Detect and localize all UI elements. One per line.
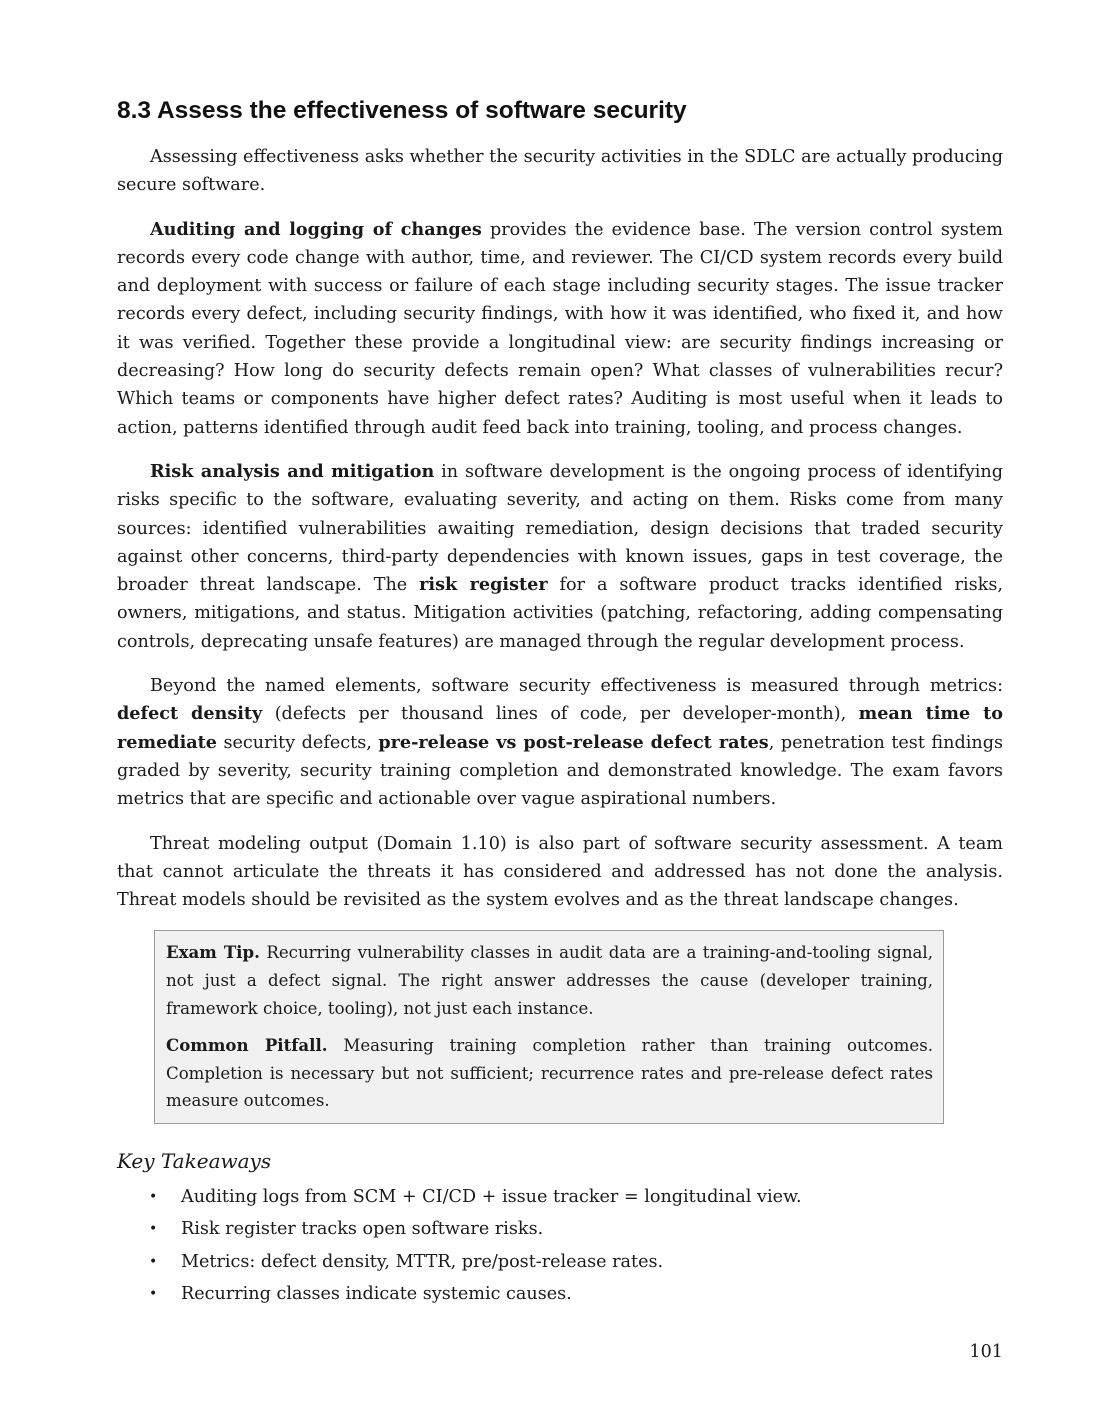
page-content: [117, 96, 1003, 1311]
term-defect-density: defect density: [117, 703, 263, 725]
bullet-icon: •: [149, 1286, 158, 1303]
bullet-icon: •: [149, 1188, 158, 1205]
common-pitfall-label: Common Pitfall.: [166, 1035, 328, 1056]
paragraph-auditing: [117, 216, 1003, 442]
list-item: [117, 1278, 1003, 1311]
list-item-text: Auditing logs from SCM + CI/CD + issue tracker = longitudinal view.: [181, 1186, 802, 1207]
list-item-text: Recurring classes indicate systemic causes.: [181, 1284, 572, 1305]
paragraph-risk: [117, 458, 1003, 656]
exam-tip-text: Recurring vulnerability classes in audit data are a training-and-tooling signal, not just a defect signal. The right answer addresses the cause (developer training, framework choice, tooling), not just each instance.: [166, 943, 933, 1018]
list-item-text: Risk register tracks open software risks.: [181, 1219, 544, 1240]
term-auditing: Auditing and logging of changes: [150, 218, 482, 240]
paragraph-auditing-text: provides the evidence base. The version control system records every code change with author, time, and reviewer. The CI/CD system records every build and deployment with success or failure of each stage including security stages. The issue tracker records every defect, including security findings, with how it was identified, who fixed it, and how it was verified. Together these provide a longitudinal view: are security findings increasing or decreasing? How long do security defects remain open? What classes of vulnerabilities recur? Which teams or components have higher defect rates? Auditing is most useful when it leads to action, patterns identified through audit feed back into training, tooling, and process changes.: [117, 219, 1003, 438]
paragraph-risk-text-1: in software development is the ongoing process of identifying risks specific to the software, evaluating severity, and acting on them. Risks come from many sources: identified vulnerabilities awaiting remediation, design decisions that traded security against other concerns, third-party dependencies with known issues, gaps in test coverage, the broader threat landscape. The: [117, 461, 1003, 596]
list-item: [117, 1246, 1003, 1279]
paragraph-metrics-text-1: Beyond the named elements, software security effectiveness is measured through metrics:: [150, 676, 1003, 697]
key-takeaways-title: Key Takeaways: [117, 1148, 272, 1173]
term-risk-register: risk register: [419, 574, 548, 596]
exam-tip-label: Exam Tip.: [166, 942, 260, 963]
page-number: 101: [969, 1342, 1003, 1362]
paragraph-metrics-text-4: , penetration test findings graded by severity, security training completion and demonstrated knowledge. The exam favors metrics that are specific and actionable over vague aspirational numbers.: [117, 732, 1003, 810]
paragraph-metrics: [117, 672, 1003, 813]
bullet-icon: •: [149, 1221, 158, 1238]
section-title: 8.3 Assess the effectiveness of software security: [117, 97, 687, 124]
term-mttr: mean time to remediate: [117, 703, 1004, 753]
paragraph-metrics-text-2: (defects per thousand lines of code, per developer-month),: [262, 704, 859, 725]
bullet-icon: •: [149, 1253, 158, 1270]
term-risk-analysis: Risk analysis and mitigation: [150, 460, 435, 482]
term-defect-rates: pre-release vs post-release defect rates: [378, 731, 769, 753]
exam-tip: [166, 939, 933, 1022]
key-takeaways-list: [117, 1181, 1003, 1311]
callout-box: [154, 930, 944, 1124]
common-pitfall-text: Measuring training completion rather than training outcomes. Completion is necessary but not sufficient; recurrence rates and pre-release defect rates measure outcomes.: [166, 1036, 933, 1111]
paragraph-intro: Assessing effectiveness asks whether the security activities in the SDLC are actually producing secure software.: [117, 147, 1003, 196]
common-pitfall: [166, 1032, 933, 1115]
paragraph-metrics-text-3: security defects,: [216, 732, 379, 753]
list-item: [117, 1181, 1003, 1214]
list-item-text: Metrics: defect density, MTTR, pre/post-release rates.: [181, 1251, 664, 1272]
list-item: [117, 1213, 1003, 1246]
paragraph-risk-text-2: for a software product tracks identified risks, owners, mitigations, and status. Mitigation activities (patching, refactoring, adding compensating controls, deprecating unsafe features) are managed through the regular development process.: [117, 575, 1003, 652]
paragraph-threat-modeling: Threat modeling output (Domain 1.10) is also part of software security assessment. A team that cannot articulate the threats it has considered and addressed has not done the analysis. Threat models should be revisited as the system evolves and as the threat landscape changes.: [117, 833, 1003, 911]
